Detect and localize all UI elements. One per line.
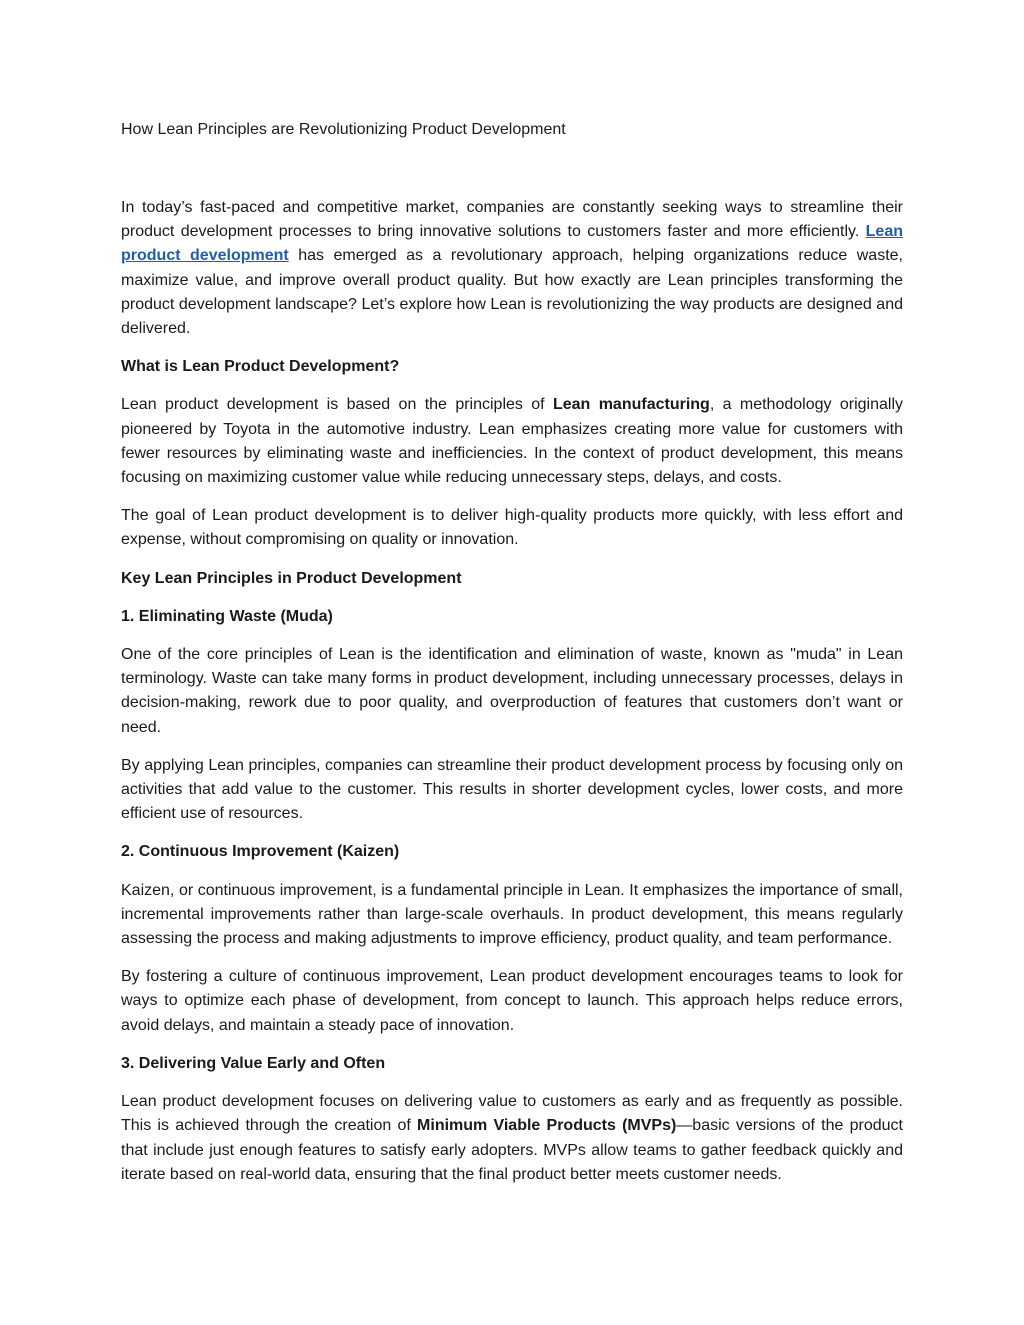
- delivering-value-text-start: Lean product development focuses on delivering value to customers as early and as frequently as possible. This is achieved through the creation of: [121, 1093, 903, 1135]
- what-is-lean-text-end: , a methodology originally pioneered by Toyota in the automotive industry. Lean emphasizes creating more value for customers with fewer resources by eliminating waste and inefficiencies. In the context of product development, this means focusing on maximizing customer value while reducing unnecessary steps, delays, and costs.: [121, 396, 904, 487]
- goal-paragraph: The goal of Lean product development is to deliver high-quality products more quickly, with less effort and expense, without compromising on quality or innovation.: [121, 507, 903, 549]
- what-is-lean-text-start: Lean product development is based on the principles of: [121, 396, 553, 414]
- eliminating-waste-paragraph-2: By applying Lean principles, companies can streamline their product development process by focusing only on activities that add value to the customer. This results in shorter development cycles, lower costs, and more efficient use of resources.: [121, 756, 903, 823]
- document-page: [121, 118, 903, 1201]
- principle-heading-delivering-value: 3. Delivering Value Early and Often: [121, 1054, 386, 1072]
- eliminating-waste-paragraph-1: One of the core principles of Lean is the identification and elimination of waste, known as "muda" in Lean terminology. Waste can take many forms in product development, including unnecessary processes, delays in decision-making, rework due to poor quality, and overproduction of features that customers don’t want or need.: [121, 646, 903, 736]
- delivering-value-text-end: —basic versions of the product that include just enough features to satisfy early adopters. MVPs allow teams to gather feedback quickly and iterate based on real-world data, ensuring that the final product better meets customer needs.: [121, 1117, 904, 1183]
- continuous-improvement-paragraph-1: Kaizen, or continuous improvement, is a fundamental principle in Lean. It emphasizes the importance of small, incremental improvements rather than large-scale overhauls. In product development, this means regularly assessing the process and making adjustments to improve efficiency, product quality, and team performance.: [121, 881, 903, 948]
- lean-product-development-link[interactable]: Lean product development: [121, 223, 903, 265]
- what-is-lean-paragraph: [121, 393, 903, 490]
- intro-text-end: has emerged as a revolutionary approach, helping organizations reduce waste, maximize value, and improve overall product quality. But how exactly are Lean principles transforming the product development landscape? Let’s explore how Lean is revolutionizing the way products are designed and delivered.: [121, 247, 903, 338]
- section-heading-what-is-lean: What is Lean Product Development?: [121, 358, 400, 376]
- principle-heading-eliminating-waste: 1. Eliminating Waste (Muda): [121, 607, 333, 625]
- mvp-term: Minimum Viable Products (MVPs): [417, 1117, 677, 1135]
- lean-manufacturing-term: Lean manufacturing: [552, 396, 710, 414]
- intro-paragraph: [121, 196, 903, 341]
- document-title: How Lean Principles are Revolutionizing Product Development: [121, 121, 566, 138]
- principle-heading-continuous-improvement: 2. Continuous Improvement (Kaizen): [121, 843, 400, 861]
- intro-text-start: In today’s fast-paced and competitive market, companies are constantly seeking ways to streamline their product development processes to bring innovative solutions to customers faster and more efficiently.: [121, 199, 903, 241]
- delivering-value-paragraph: [121, 1090, 903, 1187]
- continuous-improvement-paragraph-2: By fostering a culture of continuous improvement, Lean product development encourages teams to look for ways to optimize each phase of development, from concept to launch. This approach helps reduce errors, avoid delays, and maintain a steady pace of innovation.: [121, 968, 903, 1034]
- section-heading-key-principles: Key Lean Principles in Product Development: [121, 569, 462, 587]
